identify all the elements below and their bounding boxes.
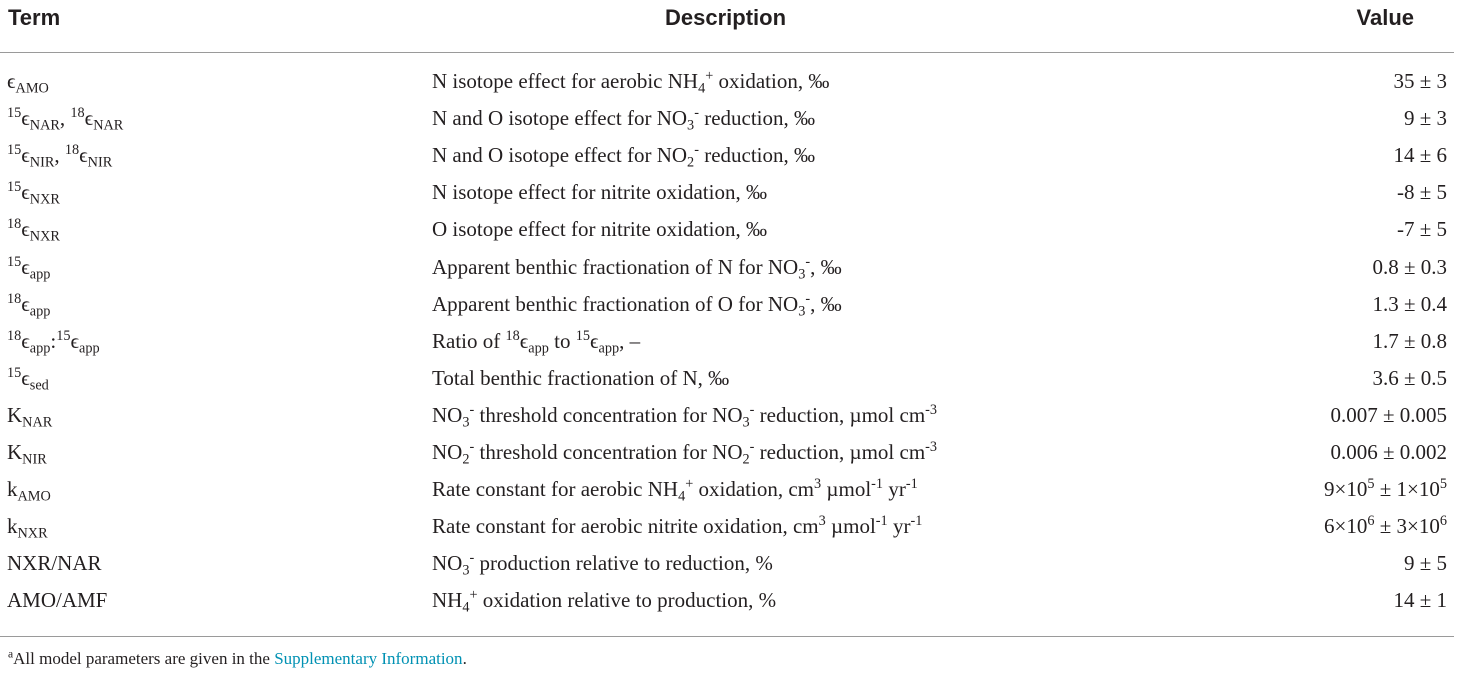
description-cell: Ratio of $^{18}\epsilon_{app}$ to $^{15}\epsilon_{app}$, – <box>432 327 641 357</box>
term-cell: NXR/NAR <box>7 551 102 576</box>
table-row <box>0 402 1460 439</box>
table-row <box>0 179 1460 216</box>
footnote-text: All model parameters are given in the <box>13 649 275 668</box>
term-cell: $^{18}\epsilon_{app}:^{15}\epsilon_{app}$ <box>7 327 100 357</box>
value-cell: -7 ± 5 <box>1396 217 1447 242</box>
value-cell: 35 ± 3 <box>1393 69 1447 93</box>
table-row <box>0 476 1460 513</box>
description-cell: $NO_2^-$ threshold concentration for $NO_2^-$ reduction, µmol $cm^{-3}$ <box>432 439 938 468</box>
term-cell: $^{15}\epsilon_{app}$ <box>7 253 51 283</box>
footnote-end: . <box>462 649 467 668</box>
column-header-description: Description <box>665 5 787 30</box>
term-cell: $^{15}\epsilon_{sed}$ <box>7 364 49 394</box>
description-cell: Rate constant for aerobic $NH_4^+$ oxidation, $cm^3$ µmol$^{-1}$ $yr^{-1}$ <box>432 476 918 505</box>
term-cell: AMO/AMF <box>7 588 108 613</box>
term-cell: $^{18}\epsilon_{NXR}$ <box>7 216 60 245</box>
value-cell: 1.3 ± 0.4 <box>1372 291 1447 316</box>
table-bottom-rule <box>0 636 1454 637</box>
table-row <box>0 365 1460 402</box>
table-row <box>0 254 1460 291</box>
description-cell: $NO_3^-$ production relative to reduction, % <box>432 550 773 579</box>
value-cell: $9\times 10^5 \pm 1\times 10^5$ <box>1324 476 1447 502</box>
column-header-value: Value <box>1356 5 1414 30</box>
description-cell: Apparent benthic fractionation of O for $NO_3^-$, ‰ <box>432 290 842 320</box>
description-cell: N isotope effect for aerobic $NH_4^+$ oxidation, ‰ <box>432 68 830 97</box>
value-cell: 3.6 ± 0.5 <box>1372 365 1447 390</box>
supplementary-information-link[interactable]: Supplementary Information <box>274 649 463 668</box>
value-cell: 0.8 ± 0.3 <box>1372 254 1447 279</box>
term-cell: $^{18}\epsilon_{app}$ <box>7 290 51 320</box>
description-cell: O isotope effect for nitrite oxidation, ‰ <box>432 217 767 242</box>
header-rule <box>0 52 1454 53</box>
table-row <box>0 328 1460 365</box>
term-cell: $^{15}\epsilon_{NXR}$ <box>7 179 60 208</box>
description-cell: $NH_4^+$ oxidation relative to production, % <box>432 587 777 616</box>
table-row <box>0 216 1460 253</box>
description-cell: Rate constant for aerobic nitrite oxidation, $cm^3$ µmol$^{-1}$ $yr^{-1}$ <box>432 513 923 539</box>
value-cell: -8 ± 5 <box>1396 180 1447 205</box>
term-cell: $K_{NAR}$ <box>7 402 53 431</box>
description-cell: Apparent benthic fractionation of N for $NO_3^-$, ‰ <box>432 253 842 283</box>
term-cell: $^{15}\epsilon_{NAR}$, $^{18}\epsilon_{NAR}$ <box>7 105 124 134</box>
value-cell: 0.006 ± 0.002 <box>1330 440 1447 464</box>
table-row <box>0 142 1460 179</box>
table-row <box>0 68 1460 105</box>
description-cell: N isotope effect for nitrite oxidation, ‰ <box>432 180 767 205</box>
description-cell: N and O isotope effect for $NO_2^-$ reduction, ‰ <box>432 142 816 171</box>
column-header-term: Term <box>8 5 61 30</box>
table-footnote <box>8 648 467 670</box>
footnote-marker: a <box>8 647 14 661</box>
term-cell: $K_{NIR}$ <box>7 440 47 468</box>
description-cell: $NO_3^-$ threshold concentration for $NO_3^-$ reduction, µmol $cm^{-3}$ <box>432 402 938 431</box>
table-row <box>0 513 1460 550</box>
table-row <box>0 550 1460 587</box>
term-cell: $\epsilon_{AMO}$ <box>7 69 49 97</box>
table-row <box>0 105 1460 142</box>
term-cell: $k_{NXR}$ <box>7 514 48 542</box>
table-row <box>0 291 1460 328</box>
value-cell: 0.007 ± 0.005 <box>1330 402 1447 427</box>
table-row <box>0 587 1460 624</box>
value-cell: 14 ± 6 <box>1393 143 1447 168</box>
description-cell: Total benthic fractionation of N, ‰ <box>432 365 730 390</box>
table-row <box>0 439 1460 476</box>
term-cell: $^{15}\epsilon_{NIR}$, $^{18}\epsilon_{NIR}$ <box>7 142 113 171</box>
value-cell: 14 ± 1 <box>1393 588 1447 613</box>
value-cell: $6\times 10^6 \pm 3\times 10^6$ <box>1324 513 1447 539</box>
value-cell: 9 ± 5 <box>1403 551 1447 576</box>
term-cell: $k_{AMO}$ <box>7 477 51 505</box>
value-cell: 9 ± 3 <box>1403 106 1447 131</box>
value-cell: 1.7 ± 0.8 <box>1372 328 1447 353</box>
description-cell: N and O isotope effect for $NO_3^-$ reduction, ‰ <box>432 105 816 134</box>
